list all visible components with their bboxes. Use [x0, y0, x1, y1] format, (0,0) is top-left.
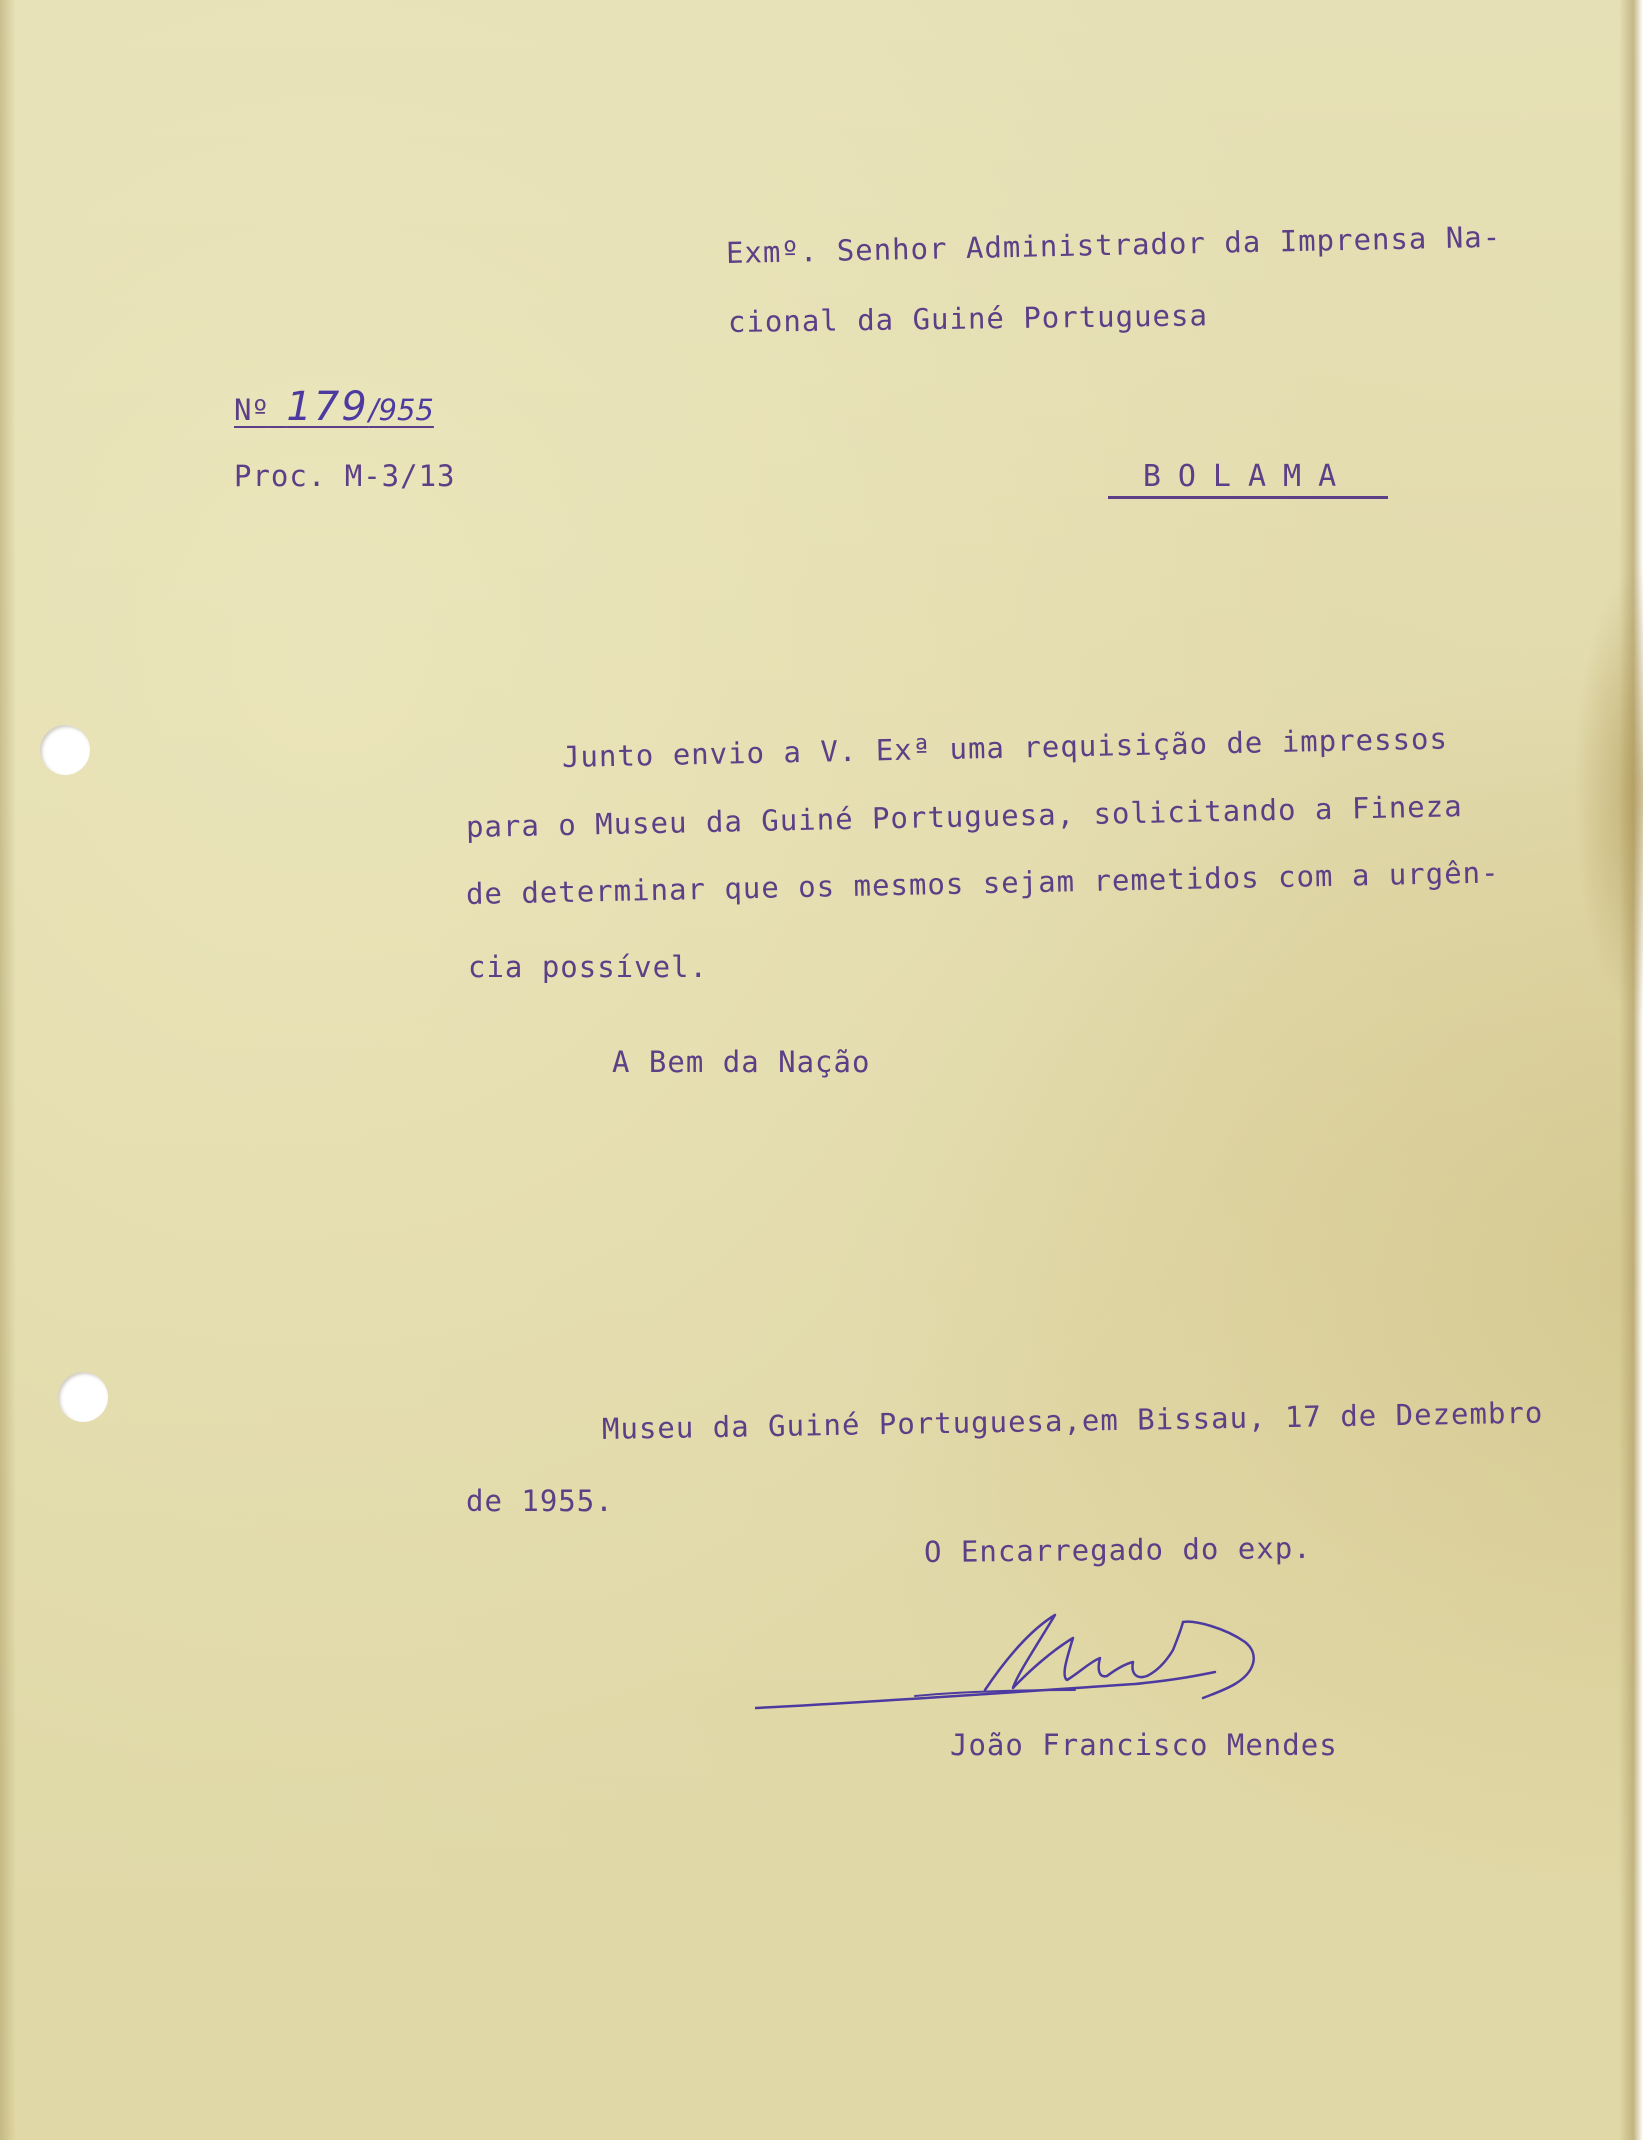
paper-stain — [1573, 560, 1643, 1020]
handwritten-signature — [755, 1580, 1355, 1730]
signatory-title: O Encarregado do exp. — [923, 1530, 1312, 1569]
place-date-line-1: Museu da Guiné Portuguesa,em Bissau, 17 de Dezembro — [601, 1395, 1544, 1446]
process-number: Proc. M-3/13 — [234, 459, 456, 493]
paper-left-edge — [0, 0, 16, 2140]
place-date-line-2: de 1955. — [466, 1484, 614, 1518]
paper-right-edge — [1619, 0, 1643, 2140]
destination-city: BOLAMA — [1108, 459, 1388, 499]
signatory-name: João Francisco Mendes — [950, 1728, 1338, 1762]
reference-year: /955 — [368, 393, 434, 427]
body-line-1: Junto envio a V. Exª uma requisição de impressos — [561, 721, 1449, 774]
punch-hole-top — [40, 725, 90, 775]
body-line-4: cia possível. — [468, 950, 708, 984]
closing-salutation: A Bem da Nação — [612, 1045, 871, 1079]
reference-handwritten-number: 179 — [286, 384, 369, 430]
reference-number — [234, 384, 434, 430]
body-line-3: de determinar que os mesmos sejam remetidos com a urgên- — [465, 855, 1500, 911]
addressee-line-1: Exmº. Senhor Administrador da Imprensa Na- — [725, 219, 1502, 270]
body-line-2: para o Museu da Guiné Portuguesa, solicitando a Fineza — [465, 789, 1463, 844]
punch-hole-bottom — [58, 1372, 108, 1422]
reference-prefix: Nº — [234, 393, 269, 427]
addressee-line-2: cional da Guiné Portuguesa — [727, 298, 1209, 339]
